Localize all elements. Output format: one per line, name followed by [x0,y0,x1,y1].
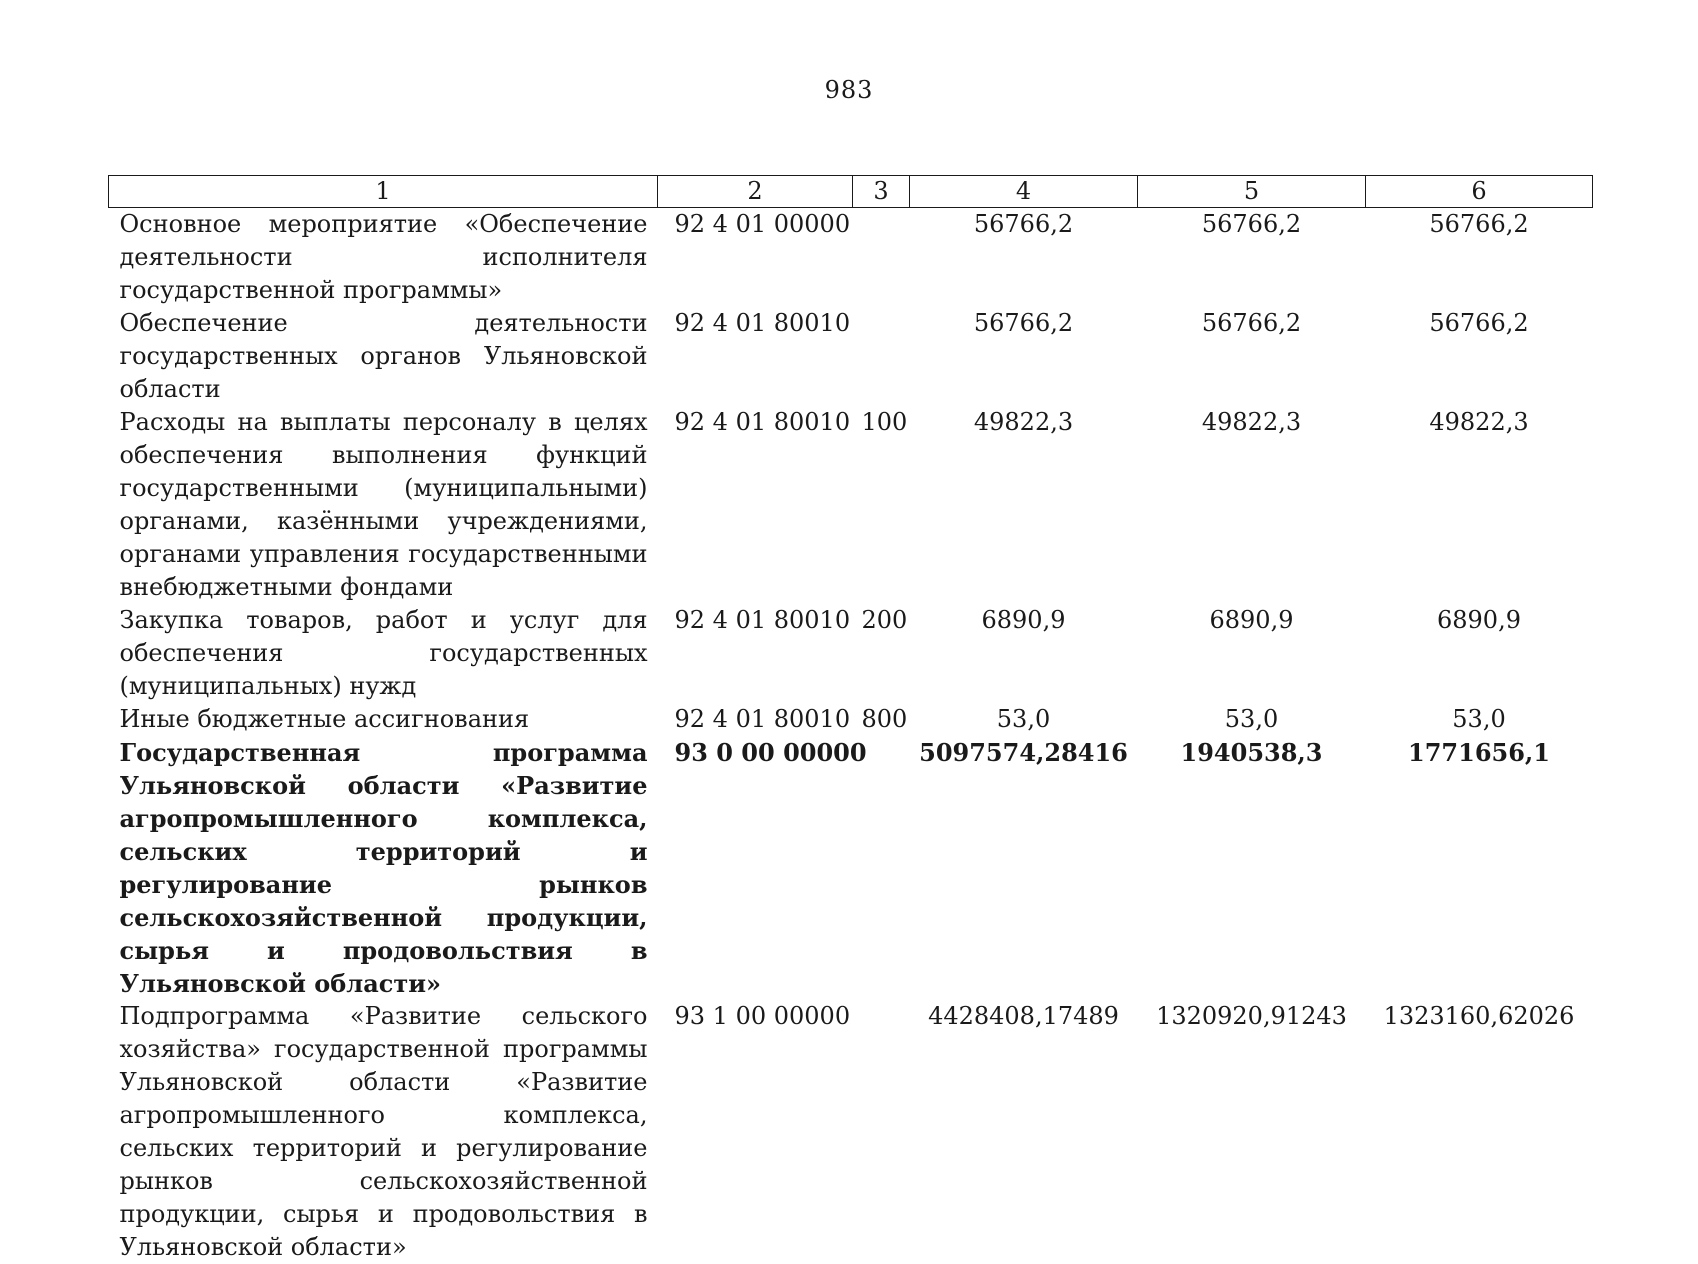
table-row [109,604,1593,703]
budget-table [108,175,1593,1264]
row-expense-type [853,1000,910,1264]
row-code: 92 4 01 00000 [658,208,853,308]
table-row [109,736,1593,1000]
row-value-col5: 56766,2 [1138,307,1366,406]
header-row [109,176,1593,208]
row-value-col5: 6890,9 [1138,604,1366,703]
row-value-col4: 49822,3 [910,406,1138,604]
row-name: Иные бюджетные ассигнования [109,703,658,736]
row-code: 93 1 00 00000 [658,1000,853,1264]
row-value-col6: 1323160,62026 [1366,1000,1593,1264]
row-value-col4: 56766,2 [910,307,1138,406]
row-expense-type [853,736,910,1000]
row-expense-type: 800 [853,703,910,736]
page-number: 983 [0,76,1698,104]
row-value-col4: 53,0 [910,703,1138,736]
row-code: 92 4 01 80010 [658,307,853,406]
row-expense-type: 200 [853,604,910,703]
row-name: Обеспечение деятельности государственных органов Ульяновской области [109,307,658,406]
row-name: Подпрограмма «Развитие сельского хозяйства» государственной программы Ульяновской области «Развитие агропромышленного комплекса, сельских территорий и регулирование рынков сельскохозяйственной продукции, сырья и продовольствия в Ульяновской области» [109,1000,658,1264]
row-value-col6: 56766,2 [1366,307,1593,406]
row-value-col5: 53,0 [1138,703,1366,736]
row-expense-type: 100 [853,406,910,604]
row-value-col5: 1320920,91243 [1138,1000,1366,1264]
table-row [109,406,1593,604]
table-row [109,208,1593,308]
row-value-col5: 49822,3 [1138,406,1366,604]
row-value-col6: 53,0 [1366,703,1593,736]
column-header-3: 3 [853,176,910,208]
row-value-col6: 56766,2 [1366,208,1593,308]
row-value-col5: 56766,2 [1138,208,1366,308]
row-value-col6: 1771656,1 [1366,736,1593,1000]
row-expense-type [853,307,910,406]
row-code: 92 4 01 80010 [658,604,853,703]
column-header-6: 6 [1366,176,1593,208]
row-name: Закупка товаров, работ и услуг для обеспечения государственных (муниципальных) нужд [109,604,658,703]
row-value-col6: 6890,9 [1366,604,1593,703]
row-name: Расходы на выплаты персоналу в целях обеспечения выполнения функций государственными (муниципальными) органами, казёнными учреждениями, органами управления государственными внебюджетными фондами [109,406,658,604]
column-header-1: 1 [109,176,658,208]
row-name: Основное мероприятие «Обеспечение деятельности исполнителя государственной программы» [109,208,658,308]
row-expense-type [853,208,910,308]
row-value-col4: 56766,2 [910,208,1138,308]
row-value-col4: 5097574,28416 [910,736,1138,1000]
row-value-col4: 4428408,17489 [910,1000,1138,1264]
table-row [109,1000,1593,1264]
table-header [109,176,1593,208]
row-value-col5: 1940538,3 [1138,736,1366,1000]
column-header-4: 4 [910,176,1138,208]
row-value-col4: 6890,9 [910,604,1138,703]
row-code: 93 0 00 00000 [658,736,853,1000]
row-name: Государственная программа Ульяновской области «Развитие агропромышленного комплекса, сельских территорий и регулирование рынков сельскохозяйственной продукции, сырья и продовольствия в Ульяновской области» [109,736,658,1000]
table-row [109,307,1593,406]
table-row [109,703,1593,736]
row-code: 92 4 01 80010 [658,703,853,736]
row-value-col6: 49822,3 [1366,406,1593,604]
row-code: 92 4 01 80010 [658,406,853,604]
column-header-2: 2 [658,176,853,208]
table-body [109,208,1593,1264]
column-header-5: 5 [1138,176,1366,208]
